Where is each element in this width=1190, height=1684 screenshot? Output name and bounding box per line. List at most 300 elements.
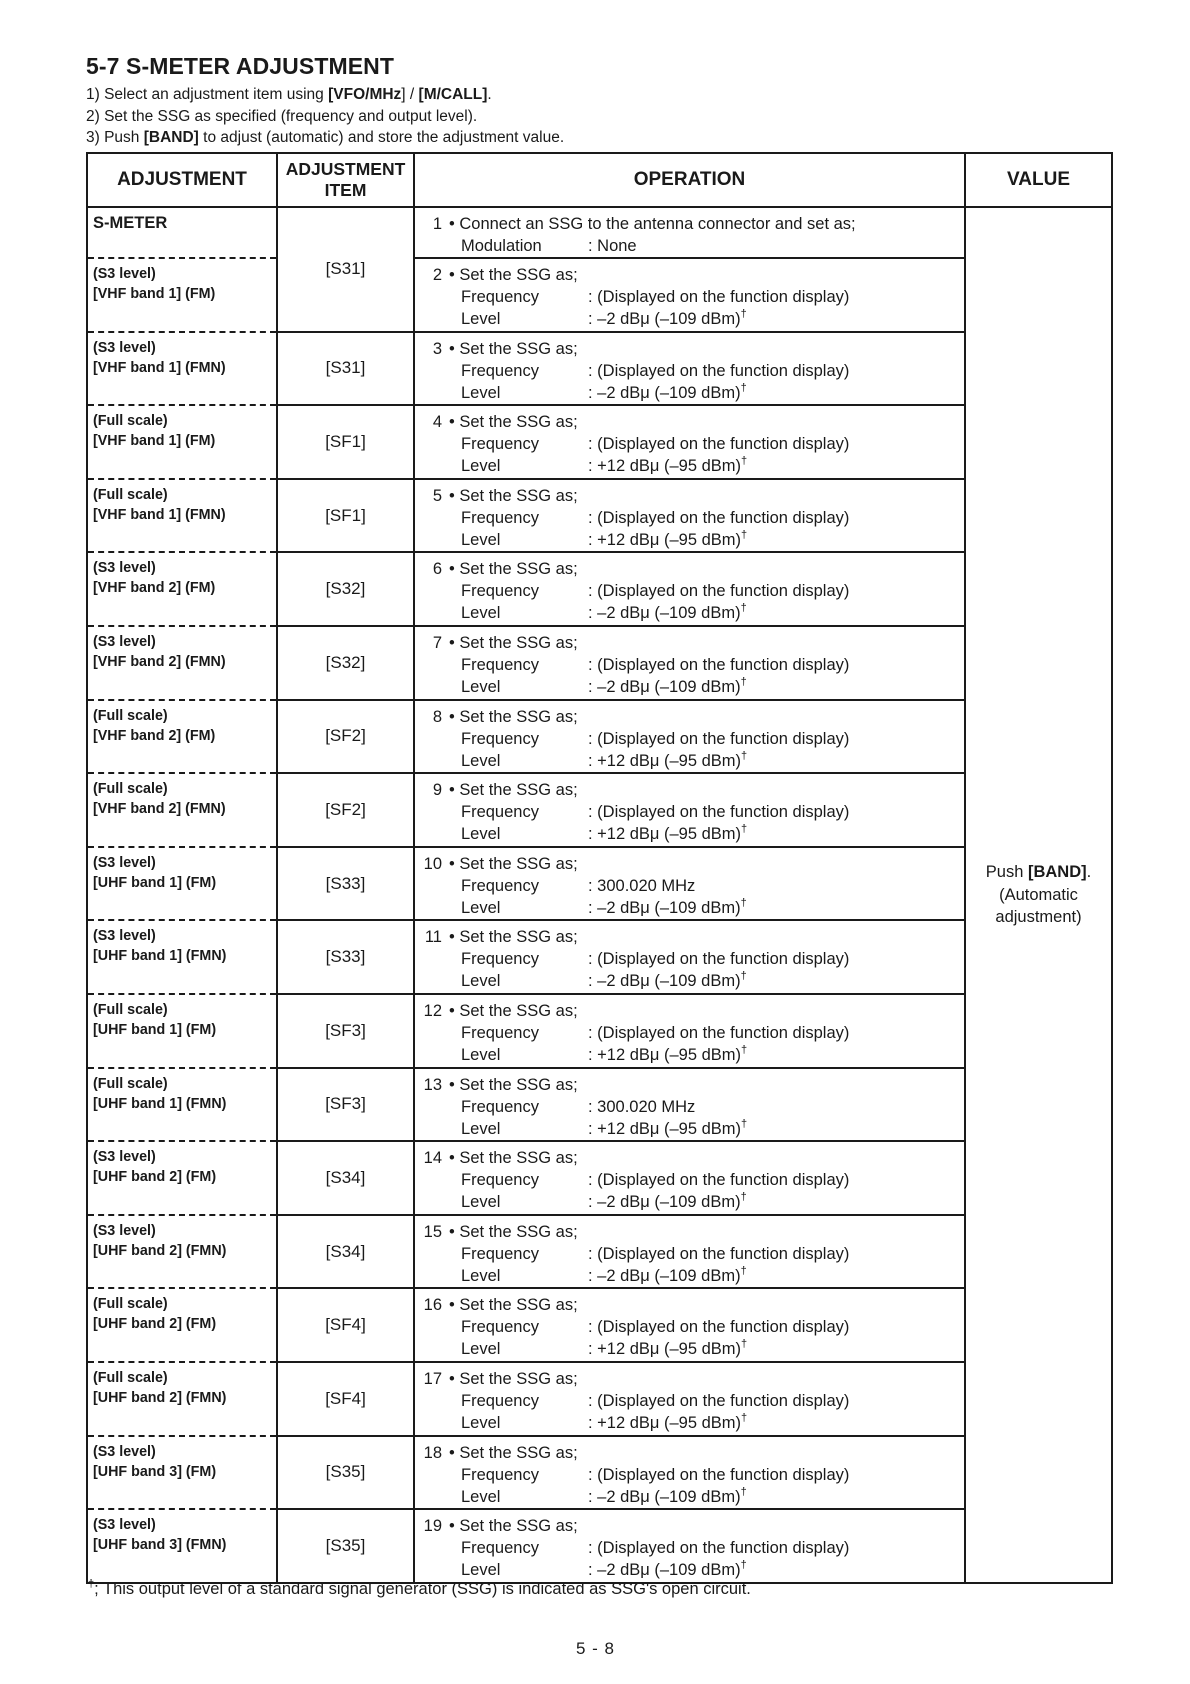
table-row <box>87 1068 1112 1142</box>
field-value: : –2 dBμ (–109 dBm) <box>588 1193 741 1212</box>
adjustment-band-label: [VHF band 2] (FM) <box>93 727 216 744</box>
operation-field <box>449 897 964 919</box>
table-row <box>87 700 1112 774</box>
step-number: 19 <box>414 1509 445 1583</box>
adjustment-item-cell: [S31] <box>277 207 414 332</box>
adjustment-cell <box>87 405 277 479</box>
operation-instruction: • Set the SSG as; <box>449 1296 578 1315</box>
instruction-text: 3) Push <box>86 129 144 146</box>
field-label: Level <box>461 1119 501 1138</box>
section-title: 5-7 S-METER ADJUSTMENT <box>86 53 395 79</box>
table-row <box>87 1509 1112 1583</box>
dagger-mark: † <box>741 528 748 541</box>
adjustment-band-label: [UHF band 1] (FMN) <box>93 948 227 965</box>
step-number: 11 <box>414 920 445 994</box>
operation-field <box>449 750 964 772</box>
header-adjustment-item-line2: ITEM <box>324 180 367 200</box>
table-row <box>87 1362 1112 1436</box>
adjustment-band-label: [VHF band 2] (FM) <box>93 580 216 597</box>
operation-field <box>449 1118 964 1140</box>
adjustment-item-cell: [S31] <box>277 332 414 406</box>
operation-field <box>449 580 964 602</box>
operation-instruction: • Set the SSG as; <box>449 1443 578 1462</box>
operation-field <box>449 654 964 676</box>
operation-field <box>449 1390 964 1412</box>
operation-instruction: • Set the SSG as; <box>449 854 578 873</box>
step-number: 13 <box>414 1068 445 1142</box>
field-label: Frequency <box>461 435 539 454</box>
field-value: : +12 dBμ (–95 dBm) <box>588 1119 742 1138</box>
field-label: Level <box>461 1561 501 1580</box>
field-label: Frequency <box>461 876 539 895</box>
value-cell <box>965 207 1112 1583</box>
step-number: 8 <box>414 700 445 774</box>
operation-instruction: • Set the SSG as; <box>449 1149 578 1168</box>
adjustment-level-label: (S3 level) <box>93 1149 156 1166</box>
table-row <box>87 207 1112 258</box>
step-number: 10 <box>414 847 445 921</box>
field-value: : (Displayed on the function display) <box>588 288 850 306</box>
field-label: Level <box>461 530 501 549</box>
adjustment-band-label: [UHF band 3] (FMN) <box>93 1537 227 1554</box>
adjustment-level-label: (S3 level) <box>93 560 156 577</box>
table-row <box>87 626 1112 700</box>
table-row <box>87 405 1112 479</box>
adjustment-level-label: (S3 level) <box>93 928 156 945</box>
field-value: : (Displayed on the function display) <box>588 729 850 748</box>
field-label: Frequency <box>461 729 539 748</box>
operation-cell <box>445 332 965 406</box>
dagger-mark: † <box>740 1264 747 1277</box>
adjustment-band-label: [UHF band 2] (FM) <box>93 1316 217 1333</box>
field-value: : (Displayed on the function display) <box>588 582 850 601</box>
dagger-mark: † <box>741 455 748 468</box>
operation-instruction: • Set the SSG as; <box>449 1222 578 1241</box>
field-value: : –2 dBμ (–109 dBm) <box>588 310 741 328</box>
dagger-mark: † <box>88 1578 95 1590</box>
operation-instruction: • Set the SSG as; <box>449 339 578 358</box>
footnote <box>88 1580 751 1599</box>
dagger-mark: † <box>740 602 747 615</box>
operation-cell <box>445 1362 965 1436</box>
field-label: Level <box>461 1266 501 1285</box>
step-number: 2 <box>414 258 445 332</box>
table-body <box>87 207 1112 1583</box>
adjustment-band-label: [VHF band 1] (FMN) <box>93 506 226 523</box>
field-label: Frequency <box>461 361 539 380</box>
adjustment-item-cell: [S33] <box>277 920 414 994</box>
table-header-row <box>87 153 1112 207</box>
field-label: Level <box>461 972 501 991</box>
field-value: : +12 dBμ (–95 dBm) <box>588 1340 742 1359</box>
field-value: : (Displayed on the function display) <box>588 435 850 454</box>
adjustment-band-label: [UHF band 1] (FMN) <box>93 1095 227 1112</box>
step-number: 3 <box>414 332 445 406</box>
adjustment-cell <box>87 1141 277 1215</box>
adjustment-level-label: (Full scale) <box>93 1369 168 1386</box>
table-row <box>87 847 1112 921</box>
adjustment-cell <box>87 626 277 700</box>
adjustment-level-label: (S3 level) <box>93 1443 156 1460</box>
instruction-text: ] / <box>401 86 419 103</box>
adjustment-cell <box>87 1068 277 1142</box>
field-value: : –2 dBμ (–109 dBm) <box>588 383 741 402</box>
dagger-mark: † <box>741 749 748 762</box>
dagger-mark: † <box>741 823 748 836</box>
table-row <box>87 479 1112 553</box>
page-number: 5 - 8 <box>575 1639 615 1658</box>
field-value: : (Displayed on the function display) <box>588 1539 850 1558</box>
operation-field <box>449 1243 964 1265</box>
adjustment-level-label: (S3 level) <box>93 854 156 871</box>
adjustment-item-cell: [S35] <box>277 1509 414 1583</box>
step-number: 9 <box>414 773 445 847</box>
operation-field <box>449 676 964 698</box>
operation-cell <box>445 1509 965 1583</box>
operation-field <box>449 529 964 551</box>
field-label: Frequency <box>461 1097 539 1116</box>
band-key-label: [BAND] <box>1027 863 1087 882</box>
operation-cell <box>445 258 965 332</box>
operation-field <box>449 1044 964 1066</box>
operation-field <box>449 286 964 308</box>
operation-field <box>449 1096 964 1118</box>
field-label: Frequency <box>461 950 539 969</box>
field-value: : –2 dBμ (–109 dBm) <box>588 1487 741 1506</box>
operation-cell <box>445 994 965 1068</box>
field-value: : +12 dBμ (–95 dBm) <box>588 751 742 770</box>
field-value: : –2 dBμ (–109 dBm) <box>588 972 741 991</box>
adjustment-cell <box>87 1215 277 1289</box>
adjustment-item-cell: [SF4] <box>277 1362 414 1436</box>
dagger-mark: † <box>740 896 747 909</box>
operation-field <box>449 875 964 897</box>
field-label: Level <box>461 1487 501 1506</box>
adjustment-level-label: (S3 level) <box>93 1222 156 1239</box>
operation-instruction: • Set the SSG as; <box>449 1369 578 1388</box>
value-text: Push <box>985 863 1028 882</box>
operation-instruction: • Set the SSG as; <box>449 781 578 800</box>
dagger-mark: † <box>740 675 747 688</box>
value-note: (Automatic <box>999 885 1078 904</box>
table-row <box>87 1436 1112 1510</box>
operation-instruction: • Set the SSG as; <box>449 633 578 652</box>
adjustment-cell <box>87 332 277 406</box>
field-label: Level <box>461 457 501 476</box>
adjustment-cell <box>87 773 277 847</box>
adjustment-band-label: [UHF band 3] (FM) <box>93 1463 217 1480</box>
adjustment-level-label: (Full scale) <box>93 413 168 430</box>
adjustment-band-label: [UHF band 1] (FM) <box>93 1021 217 1038</box>
adjustment-band-label: [VHF band 2] (FMN) <box>93 801 226 818</box>
operation-field <box>449 1022 964 1044</box>
header-value: VALUE <box>965 153 1112 207</box>
step-number: 5 <box>414 479 445 553</box>
instruction-text: to adjust (automatic) and store the adjustment value. <box>198 129 565 146</box>
adjustment-band-label: [UHF band 2] (FM) <box>93 1169 217 1186</box>
dagger-mark: † <box>740 381 747 394</box>
adjustment-band-label: [UHF band 2] (FMN) <box>93 1242 227 1259</box>
adjustment-cell <box>87 994 277 1068</box>
adjustment-level-label: (S3 level) <box>93 633 156 650</box>
value-text: . <box>1086 863 1092 882</box>
adjustment-cell <box>87 1288 277 1362</box>
field-label: Level <box>461 383 501 402</box>
adjustment-item-cell: [S34] <box>277 1215 414 1289</box>
field-label: Level <box>461 1413 501 1432</box>
field-label: Frequency <box>461 1171 539 1190</box>
field-value: : (Displayed on the function display) <box>588 1244 850 1263</box>
adjustment-cell <box>87 1436 277 1510</box>
adjustment-band-label: [UHF band 1] (FM) <box>93 874 217 891</box>
operation-field <box>449 1412 964 1434</box>
operation-cell <box>445 1068 965 1142</box>
adjustment-band-label: [VHF band 1] (FMN) <box>93 359 226 376</box>
adjustment-band-label: [VHF band 1] (FM) <box>93 286 216 302</box>
field-value: : +12 dBμ (–95 dBm) <box>588 825 742 844</box>
operation-field <box>449 1537 964 1559</box>
operation-cell <box>445 700 965 774</box>
field-value: : 300.020 MHz <box>588 1097 696 1116</box>
operation-field <box>449 308 964 330</box>
field-value: : (Displayed on the function display) <box>588 1465 850 1484</box>
adjustment-cell <box>87 479 277 553</box>
operation-instruction: • Set the SSG as; <box>449 560 578 579</box>
operation-field <box>449 801 964 823</box>
step-number: 17 <box>414 1362 445 1436</box>
operation-field <box>449 1338 964 1360</box>
dagger-mark: † <box>740 308 747 320</box>
step-number: 7 <box>414 626 445 700</box>
adjustment-level-label: (Full scale) <box>93 707 168 724</box>
adjustment-level-label: (S3 level) <box>93 1517 156 1534</box>
field-label: Frequency <box>461 1391 539 1410</box>
adjustment-item-cell: [SF2] <box>277 773 414 847</box>
field-label: Level <box>461 898 501 917</box>
operation-cell <box>445 1141 965 1215</box>
field-label: Frequency <box>461 1244 539 1263</box>
operation-cell <box>445 479 965 553</box>
field-value: : (Displayed on the function display) <box>588 1023 850 1042</box>
adjustment-level-label: (Full scale) <box>93 1001 168 1018</box>
adjustment-level-label: (Full scale) <box>93 781 168 798</box>
field-value: : +12 dBμ (–95 dBm) <box>588 1045 742 1064</box>
table-row <box>87 258 1112 332</box>
adjustment-band-label: [UHF band 2] (FMN) <box>93 1389 227 1406</box>
vfo-mhz-key-label: [VFO/MHz <box>328 86 402 103</box>
field-value: : –2 dBμ (–109 dBm) <box>588 1266 741 1285</box>
operation-field <box>449 1464 964 1486</box>
instruction-step-1 <box>86 84 564 106</box>
adjustment-item-cell: [S33] <box>277 847 414 921</box>
operation-instruction: • Set the SSG as; <box>449 266 578 284</box>
field-label: Level <box>461 310 501 328</box>
table-row <box>87 773 1112 847</box>
field-label: Frequency <box>461 508 539 527</box>
header-operation: OPERATION <box>414 153 965 207</box>
operation-field <box>449 970 964 992</box>
step-number: 12 <box>414 994 445 1068</box>
instruction-text: 1) Select an adjustment item using <box>86 86 329 103</box>
adjustment-cell <box>87 1509 277 1583</box>
dagger-mark: † <box>740 1191 747 1204</box>
operation-cell <box>445 1436 965 1510</box>
dagger-mark: † <box>741 1338 748 1351</box>
instruction-list <box>86 84 564 149</box>
m-call-key-label: [M/CALL] <box>418 86 488 103</box>
field-label: Frequency <box>461 803 539 822</box>
table-row <box>87 552 1112 626</box>
adjustment-item-cell: [SF1] <box>277 479 414 553</box>
field-value: : (Displayed on the function display) <box>588 361 850 380</box>
field-value: : (Displayed on the function display) <box>588 1171 850 1190</box>
header-adjustment: ADJUSTMENT <box>87 153 277 207</box>
adjustment-item-cell: [SF3] <box>277 994 414 1068</box>
adjustment-level-label: (Full scale) <box>93 486 168 503</box>
adjustment-table <box>86 152 1113 1584</box>
operation-instruction: • Connect an SSG to the antenna connector and set as; <box>449 215 856 233</box>
field-label: Frequency <box>461 1539 539 1558</box>
operation-cell <box>445 552 965 626</box>
operation-field <box>449 360 964 382</box>
footnote-text: ; This output level of a standard signal generator (SSG) is indicated as SSG's open circuit. <box>94 1580 751 1598</box>
operation-cell <box>445 773 965 847</box>
field-value: : –2 dBμ (–109 dBm) <box>588 1561 741 1580</box>
operation-cell <box>445 405 965 479</box>
operation-field <box>449 1316 964 1338</box>
header-adjustment-item-line1: ADJUSTMENT <box>285 159 406 179</box>
operation-cell <box>445 847 965 921</box>
band-key-label: [BAND] <box>143 129 199 146</box>
field-label: Frequency <box>461 582 539 601</box>
instruction-text: . <box>487 86 492 103</box>
operation-field <box>449 1559 964 1581</box>
adjustment-cell <box>87 700 277 774</box>
adjustment-cell <box>87 847 277 921</box>
field-value: : –2 dBμ (–109 dBm) <box>588 898 741 917</box>
adjustment-item-cell: [SF3] <box>277 1068 414 1142</box>
operation-field <box>449 728 964 750</box>
field-value: : +12 dBμ (–95 dBm) <box>588 1413 742 1432</box>
step-number: 1 <box>414 207 445 258</box>
adjustment-band-label: [VHF band 1] (FM) <box>93 433 216 450</box>
dagger-mark: † <box>741 1411 748 1424</box>
table-row <box>87 1141 1112 1215</box>
operation-instruction: • Set the SSG as; <box>449 1517 578 1536</box>
field-label: Level <box>461 751 501 770</box>
operation-field <box>449 602 964 624</box>
field-value: : (Displayed on the function display) <box>588 1318 850 1337</box>
step-number: 14 <box>414 1141 445 1215</box>
field-value: : (Displayed on the function display) <box>588 950 850 969</box>
adjustment-item-cell: [SF2] <box>277 700 414 774</box>
operation-field <box>449 948 964 970</box>
field-label: Level <box>461 604 501 623</box>
field-label: Level <box>461 1340 501 1359</box>
value-note: adjustment) <box>995 908 1082 927</box>
dagger-mark: † <box>741 1043 748 1056</box>
operation-instruction: • Set the SSG as; <box>449 486 578 505</box>
dagger-mark: † <box>741 1117 748 1130</box>
operation-cell <box>445 1288 965 1362</box>
operation-field <box>449 382 964 404</box>
dagger-mark: † <box>740 1559 747 1572</box>
operation-cell <box>445 626 965 700</box>
adjustment-item-cell: [S32] <box>277 626 414 700</box>
header-adjustment-item <box>277 153 414 207</box>
field-value: : –2 dBμ (–109 dBm) <box>588 677 741 696</box>
field-value: : None <box>588 237 637 255</box>
table-row <box>87 994 1112 1068</box>
step-number: 6 <box>414 552 445 626</box>
operation-instruction: • Set the SSG as; <box>449 1001 578 1020</box>
field-label: Frequency <box>461 1318 539 1337</box>
field-label: Frequency <box>461 288 539 306</box>
field-label: Level <box>461 1193 501 1212</box>
field-value: : (Displayed on the function display) <box>588 1391 850 1410</box>
operation-instruction: • Set the SSG as; <box>449 1075 578 1094</box>
adjustment-level-label: (Full scale) <box>93 1296 168 1313</box>
operation-field <box>449 455 964 477</box>
operation-field <box>449 507 964 529</box>
step-number: 18 <box>414 1436 445 1510</box>
operation-field <box>449 1169 964 1191</box>
field-value: : (Displayed on the function display) <box>588 655 850 674</box>
field-label: Level <box>461 1045 501 1064</box>
adjustment-item-cell: [SF1] <box>277 405 414 479</box>
table-row <box>87 332 1112 406</box>
adjustment-band-label: [VHF band 2] (FMN) <box>93 653 226 670</box>
step-number: 16 <box>414 1288 445 1362</box>
table-row <box>87 920 1112 994</box>
adjustment-item-cell: [SF4] <box>277 1288 414 1362</box>
operation-instruction: • Set the SSG as; <box>449 413 578 432</box>
field-label: Level <box>461 677 501 696</box>
adjustment-cell: S-METER <box>87 207 277 258</box>
operation-field <box>449 1191 964 1213</box>
field-value: : +12 dBμ (–95 dBm) <box>588 457 742 476</box>
operation-field <box>449 1265 964 1287</box>
instruction-step-2: 2) Set the SSG as specified (frequency and output level). <box>86 107 478 125</box>
adjustment-item-cell: [S35] <box>277 1436 414 1510</box>
field-value: : (Displayed on the function display) <box>588 508 850 527</box>
field-value: : +12 dBμ (–95 dBm) <box>588 530 742 549</box>
field-label: Frequency <box>461 1023 539 1042</box>
adjustment-level-label: (S3 level) <box>93 339 156 356</box>
field-label: Frequency <box>461 1465 539 1484</box>
adjustment-level-label: (S3 level) <box>93 266 156 282</box>
table-row <box>87 1215 1112 1289</box>
operation-instruction: • Set the SSG as; <box>449 928 578 947</box>
step-number: 15 <box>414 1215 445 1289</box>
operation-field <box>449 1486 964 1508</box>
adjustment-cell <box>87 1362 277 1436</box>
adjustment-item-cell: [S32] <box>277 552 414 626</box>
operation-field <box>449 235 964 257</box>
adjustment-cell <box>87 552 277 626</box>
dagger-mark: † <box>740 970 747 983</box>
instruction-step-3 <box>86 127 564 149</box>
field-label: Level <box>461 825 501 844</box>
operation-instruction: • Set the SSG as; <box>449 707 578 726</box>
step-number: 4 <box>414 405 445 479</box>
adjustment-item-cell: [S34] <box>277 1141 414 1215</box>
dagger-mark: † <box>740 1485 747 1498</box>
operation-field <box>449 433 964 455</box>
field-value: : (Displayed on the function display) <box>588 803 850 822</box>
table-row <box>87 1288 1112 1362</box>
operation-cell <box>445 920 965 994</box>
